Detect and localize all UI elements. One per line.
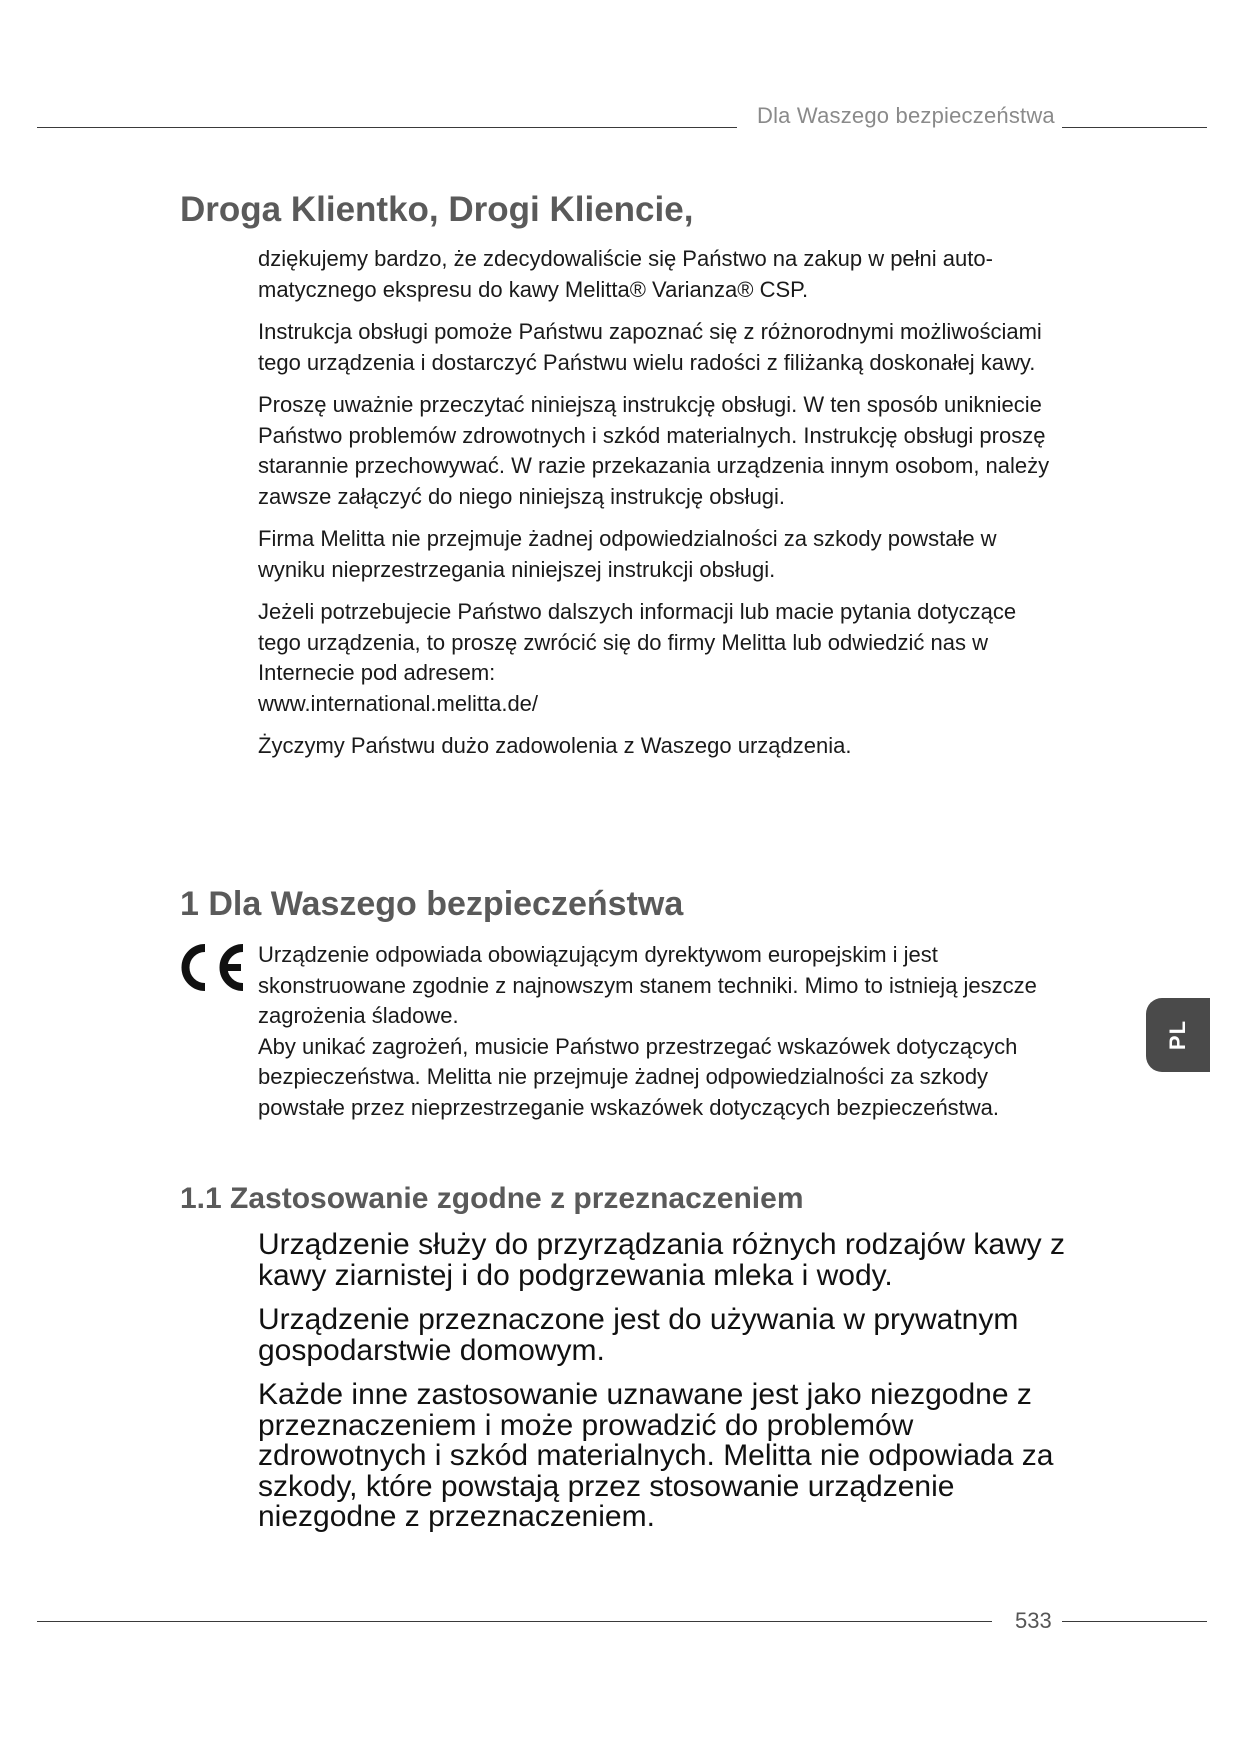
- contact-text: Jeżeli potrzebujecie Państwo dalszych informacji lub macie pytania dotyczące tego urządzenia, to proszę zwrócić się do firmy Melitta lub odwiedzić nas w Internecie pod adresem:: [258, 599, 1017, 685]
- footer-rule-right: [1062, 1621, 1207, 1622]
- intro-paragraph: Proszę uważnie przeczytać niniejszą instrukcję obsługi. W ten sposób unikniecie Państwo problemów zdrowotnych i szkód materialnych. Instrukcję obsługi proszę starannie przechowywać. W razie przekazania urządzenia innym osobom, należy zawsze załączyć do niego niniejszą instrukcję obsługi.: [258, 392, 1050, 509]
- section-heading-safety: 1 Dla Waszego bezpieczeństwa: [180, 885, 684, 923]
- greeting-heading: Droga Klientko, Drogi Kliencie,: [180, 190, 694, 229]
- safety-text: [258, 940, 1058, 1123]
- closing-paragraph: Życzymy Państwu dużo zadowolenia z Waszego urządzenia.: [258, 733, 852, 758]
- language-tab: [1146, 998, 1210, 1072]
- intended-use-paragraph: Każde inne zastosowanie uznawane jest jako niezgodne z przeznaczeniem i może prowadzić do problemów zdrowotnych i szkód materialnych. Melitta nie odpowiada za szkody, które powstają przez stosowanie urządzenie niezgodne z przeznaczeniem.: [258, 1378, 1054, 1533]
- intro-paragraph: Firma Melitta nie przejmuje żadnej odpowiedzialności za szkody powstałe w wyniku nieprzestrzegania niniejszej instrukcji obsługi.: [258, 526, 997, 582]
- intended-use-text: [258, 1230, 1078, 1547]
- running-title: Dla Waszego bezpieczeństwa: [757, 103, 1055, 128]
- intro-paragraph: Instrukcja obsługi pomoże Państwu zapoznać się z różnorodnymi możliwościami tego urządzenia i dostarczyć Państwu wielu radości z filiżanką doskonałej kawy.: [258, 319, 1042, 375]
- footer-rule-left: [37, 1621, 992, 1622]
- header-rule-left: [37, 127, 737, 128]
- safety-text-b: Aby unikać zagrożeń, musicie Państwo przestrzegać wskazówek dotyczących bezpieczeństwa. Melitta nie przejmuje żadnej odpowiedzialności za szkody powstałe przez nieprzestrzeganie wskazówek dotyczących bezpieczeństwa.: [258, 1033, 1018, 1120]
- intended-use-paragraph: Urządzenie służy do przyrządzania różnych rodzajów kawy z kawy ziarnistej i do podgrzewania mleka i wody.: [258, 1228, 1066, 1292]
- website-link[interactable]: www.international.melitta.de/: [258, 690, 539, 716]
- safety-paragraph: [258, 940, 1058, 1123]
- safety-text-a: Urządzenie odpowiada obowiązującym dyrektywom europejskim i jest skonstruowane zgodnie z najnowszym stanem techniki. Mimo to istnieją jeszcze zagrożenia śladowe.: [258, 942, 1037, 1028]
- header-rule-right: [1062, 127, 1207, 128]
- page-number: 533: [1015, 1608, 1052, 1633]
- intended-use-paragraph: Urządzenie przeznaczone jest do używania w prywatnym gospodarstwie domowym.: [258, 1303, 1019, 1367]
- intro-paragraph: dziękujemy bardzo, że zdecydowaliście się Państwo na zakup w pełni automatycznego ekspresu do kawy Melitta® Varianza® CSP.: [258, 246, 993, 302]
- contact-paragraph: [258, 597, 1058, 719]
- language-label: PL: [1165, 1019, 1190, 1051]
- intro-text: [258, 244, 1058, 774]
- ce-mark-icon: [175, 940, 250, 995]
- section-heading-intended-use: 1.1 Zastosowanie zgodne z przeznaczeniem: [180, 1182, 804, 1215]
